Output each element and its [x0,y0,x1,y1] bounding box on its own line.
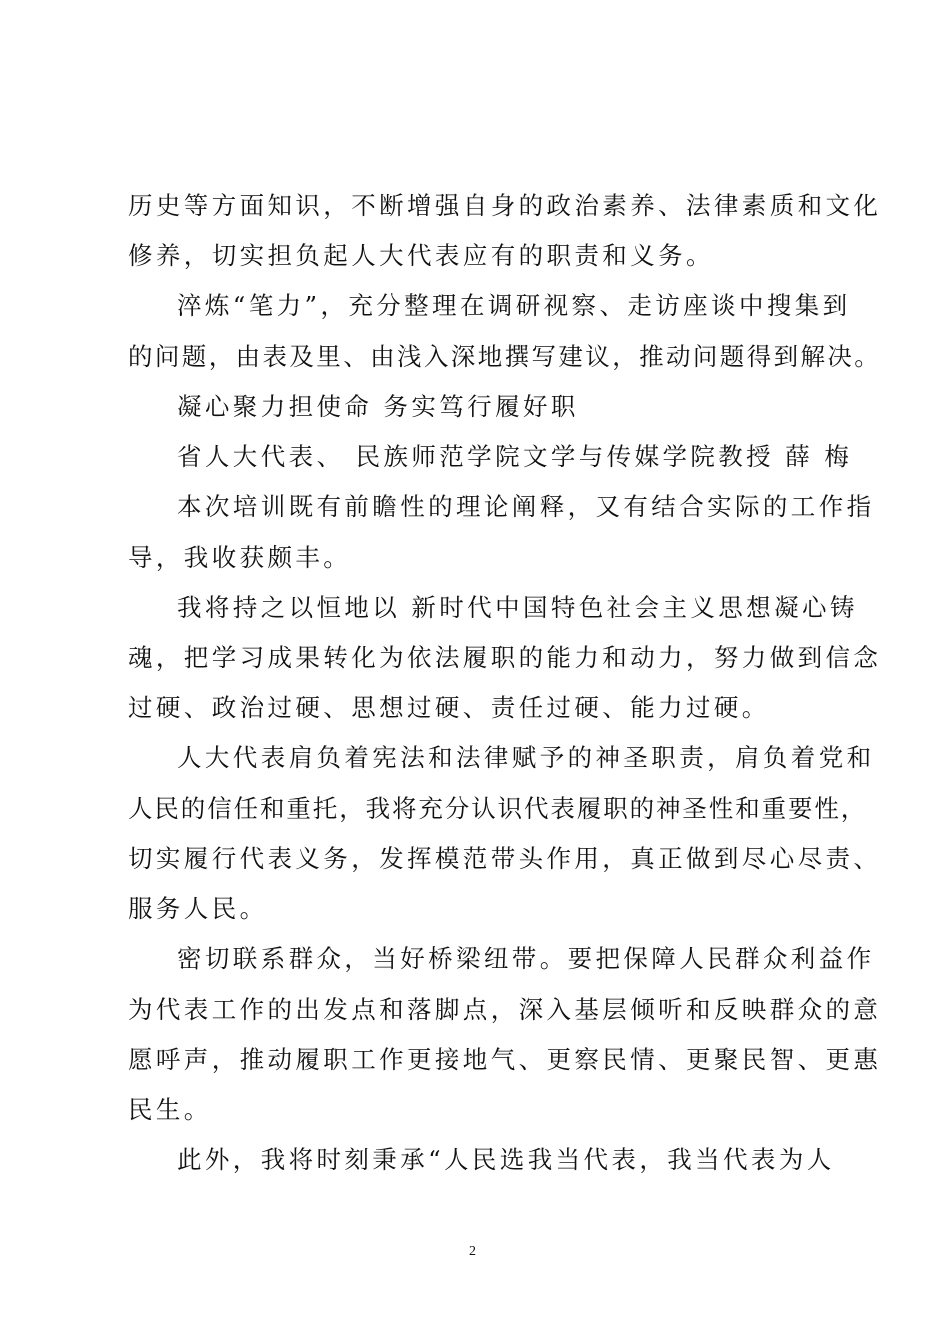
text-line: 愿呼声，推动履职工作更接地气、更察民情、更聚民智、更惠 [128,1045,882,1074]
text-line: 服务人民。 [128,894,268,923]
text-line: 为代表工作的出发点和落脚点，深入基层倾听和反映群众的意 [128,995,882,1024]
text-line: 魂，把学习成果转化为依法履职的能力和动力，努力做到信念 [128,643,882,672]
text-line: 历史等方面知识，不断增强自身的政治素养、法律素质和文化 [128,191,882,220]
text-line: 人大代表肩负着宪法和法律赋予的神圣职责，肩负着党和 [177,743,875,772]
author-line: 省人大代表、 民族师范学院文学与传媒学院教授 薛 梅 [177,442,853,471]
page-number: 2 [469,1244,476,1259]
text-line: 我将持之以恒地以 新时代中国特色社会主义思想凝心铸 [177,593,858,622]
text-line: 本次培训既有前瞻性的理论阐释，又有结合实际的工作指 [177,492,875,521]
text-line: 修养，切实担负起人大代表应有的职责和义务。 [128,241,714,270]
text-line: 淬炼“笔力”，充分整理在调研视察、走访座谈中搜集到 [177,291,851,320]
text-line: 此外，我将时刻秉承“人民选我当代表，我当代表为人 [177,1145,835,1174]
text-line: 切实履行代表义务，发挥模范带头作用，真正做到尽心尽责、 [128,844,882,873]
text-line: 人民的信任和重托，我将充分认识代表履职的神圣性和重要性， [128,794,868,823]
text-line: 密切联系群众，当好桥梁纽带。要把保障人民群众利益作 [177,944,875,973]
text-line: 的问题，由表及里、由浅入深地撰写建议，推动问题得到解决。 [128,342,882,371]
text-line: 民生。 [128,1095,212,1124]
section-heading: 凝心聚力担使命 务实笃行履好职 [177,392,579,421]
text-line: 导，我收获颇丰。 [128,543,352,572]
text-line: 过硬、政治过硬、思想过硬、责任过硬、能力过硬。 [128,693,770,722]
